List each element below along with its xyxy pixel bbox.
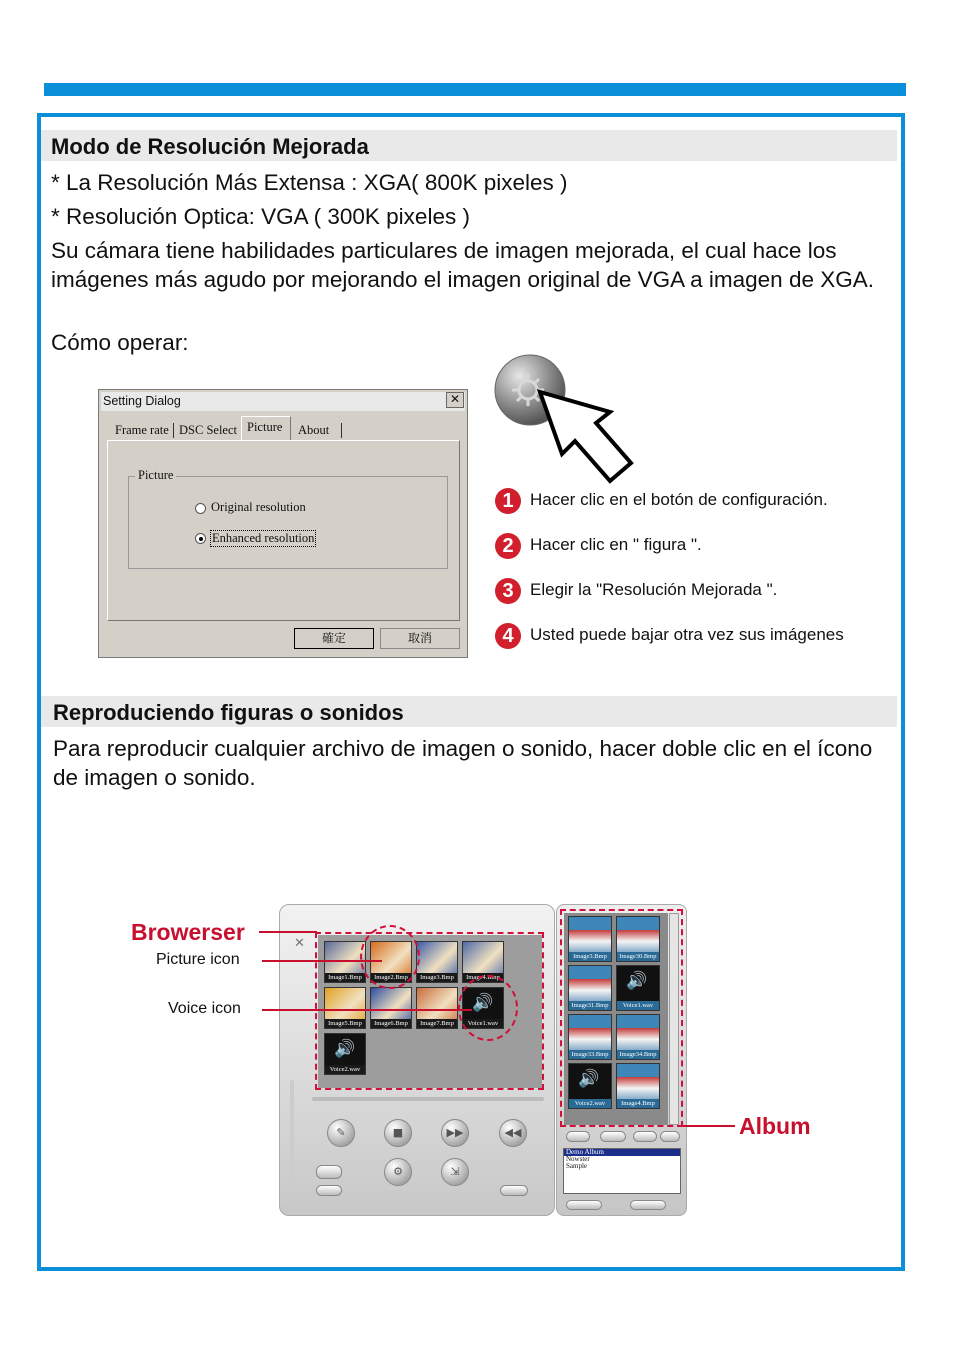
- step-number: 3: [495, 578, 521, 604]
- album-bottom-button[interactable]: [566, 1200, 602, 1210]
- thumbnail-caption: Voice1.wav: [617, 1001, 659, 1010]
- forward-button[interactable]: [441, 1119, 469, 1147]
- tab-about[interactable]: About: [298, 423, 330, 437]
- stop-button[interactable]: [384, 1119, 412, 1147]
- album-tool-button[interactable]: [566, 1131, 590, 1142]
- volume-slider[interactable]: [290, 1080, 294, 1180]
- rewind-button[interactable]: [499, 1119, 527, 1147]
- thumbnail-caption: Image3.Bmp: [417, 973, 457, 982]
- group-title: Picture: [135, 468, 176, 483]
- dialog-title: Setting Dialog: [101, 392, 465, 411]
- stop-icon: ■: [392, 1126, 404, 1139]
- ok-button[interactable]: 確定: [294, 628, 374, 649]
- rewind-icon: ◀◀: [504, 1126, 522, 1139]
- album-tool-button[interactable]: [600, 1131, 626, 1142]
- step-number: 1: [495, 488, 521, 514]
- album-list-item[interactable]: Nowster: [566, 1155, 590, 1163]
- cancel-button[interactable]: 取消: [380, 628, 460, 649]
- album-callout-label: Album: [739, 1113, 811, 1139]
- radio-original-resolution[interactable]: [195, 503, 206, 514]
- album-list[interactable]: [563, 1148, 681, 1194]
- spec-line-max-resolution: * La Resolución Más Extensa : XGA( 800K pixeles ): [51, 170, 568, 195]
- playback-paragraph: Para reproducir cualquier archivo de imagen o sonido, hacer doble clic en el ícono de imagen o sonido.: [53, 736, 873, 790]
- browser-callout-label: Browerser: [131, 919, 245, 945]
- tab-picture[interactable]: Picture: [241, 416, 291, 440]
- edit-icon: ✎: [336, 1126, 346, 1139]
- close-icon[interactable]: ✕: [294, 936, 305, 951]
- callout-line: [262, 1009, 472, 1011]
- album-list-item[interactable]: Demo Album: [564, 1149, 680, 1156]
- progress-track[interactable]: [312, 1097, 544, 1101]
- thumbnail-caption: Image4.Bmp: [617, 1099, 659, 1108]
- callout-line: [259, 931, 317, 933]
- thumbnail-caption: Image30.Bmp: [617, 952, 659, 961]
- step-text: Elegir la "Resolución Mejorada ".: [530, 580, 778, 599]
- thumbnail-caption: Image34.Bmp: [617, 1050, 659, 1059]
- speaker-icon: 🔊: [334, 1039, 356, 1059]
- album-tool-button[interactable]: [633, 1131, 657, 1142]
- speaker-icon: 🔊: [472, 993, 494, 1013]
- section-heading-enhanced-resolution: Modo de Resolución Mejorada: [41, 130, 897, 161]
- picture-icon-highlight: [360, 925, 420, 989]
- zoom-button[interactable]: [316, 1165, 342, 1179]
- voice-icon-callout-label: Voice icon: [168, 1000, 241, 1017]
- step-text: Usted puede bajar otra vez sus imágenes: [530, 625, 844, 644]
- step-number: 4: [495, 623, 521, 649]
- album-tool-button[interactable]: [660, 1131, 680, 1142]
- thumbnail-caption: Image4.Bmp: [463, 973, 503, 982]
- step-text: Hacer clic en " figura ".: [530, 535, 702, 554]
- step-text: Hacer clic en el botón de configuración.: [530, 490, 828, 509]
- thumbnail-caption: Image33.Bmp: [569, 1050, 611, 1059]
- description-paragraph: Su cámara tiene habilidades particulares de imagen mejorada, el cual hace los imágenes más agudo por mejorando el imagen original de VGA a imagen de XGA.: [51, 238, 874, 292]
- tab-divider: [173, 423, 174, 438]
- thumbnail-caption: Voice1.wav: [463, 1019, 503, 1028]
- callout-line: [262, 960, 382, 962]
- thumbnail-caption: Image5.Bmp: [325, 1019, 365, 1028]
- thumbnail-caption: Image31.Bmp: [569, 1001, 611, 1010]
- edit-button[interactable]: [327, 1119, 355, 1147]
- thumbnail-caption: Voice2.wav: [569, 1099, 611, 1108]
- cursor-arrow-icon: [540, 392, 631, 481]
- settings-button[interactable]: [384, 1158, 412, 1186]
- speaker-icon: 🔊: [578, 1069, 600, 1089]
- spec-line-optical-resolution: * Resolución Optica: VGA ( 300K pixeles ): [51, 204, 470, 229]
- forward-icon: ▶▶: [446, 1126, 464, 1139]
- radio-enhanced-resolution[interactable]: [195, 533, 206, 544]
- export-icon: ⇲: [450, 1165, 460, 1178]
- top-blue-bar: [44, 83, 906, 96]
- callout-line: [683, 1125, 735, 1127]
- thumbnail-caption: Image1.Bmp: [325, 973, 365, 982]
- thumbnail-caption: Image2.Bmp: [371, 973, 411, 982]
- tab-frame-rate[interactable]: Frame rate: [115, 423, 169, 437]
- section-heading-playback: Reproduciendo figuras o sonidos: [41, 696, 897, 727]
- step-number: 2: [495, 533, 521, 559]
- picture-icon-callout-label: Picture icon: [156, 951, 240, 968]
- album-list-item[interactable]: Sample: [566, 1162, 587, 1170]
- album-bottom-button[interactable]: [630, 1200, 666, 1210]
- thumbnail-caption: Image3.Bmp: [569, 952, 611, 961]
- setting-dialog: [98, 389, 468, 658]
- voice-icon-highlight: [458, 975, 518, 1041]
- thumbnail-caption: Image6.Bmp: [371, 1019, 411, 1028]
- label-original-resolution: Original resolution: [211, 500, 306, 514]
- how-to-label: Cómo operar:: [51, 330, 189, 355]
- small-button[interactable]: [316, 1185, 342, 1196]
- close-icon[interactable]: ✕: [446, 392, 464, 408]
- tab-divider: [341, 423, 342, 438]
- thumbnail-caption: Image7.Bmp: [417, 1019, 457, 1028]
- settings-button-illustration: [492, 352, 638, 484]
- picture-group-box: [128, 476, 448, 569]
- tab-dsc-select[interactable]: DSC Select: [179, 423, 237, 437]
- thumbnail-caption: Voice2.wav: [325, 1065, 365, 1074]
- album-highlight: [560, 909, 683, 1127]
- label-enhanced-resolution: Enhanced resolution: [212, 531, 315, 545]
- export-button[interactable]: [441, 1158, 469, 1186]
- gear-icon: ⚙: [393, 1165, 403, 1178]
- small-button[interactable]: [500, 1185, 528, 1196]
- speaker-icon: 🔊: [626, 971, 648, 991]
